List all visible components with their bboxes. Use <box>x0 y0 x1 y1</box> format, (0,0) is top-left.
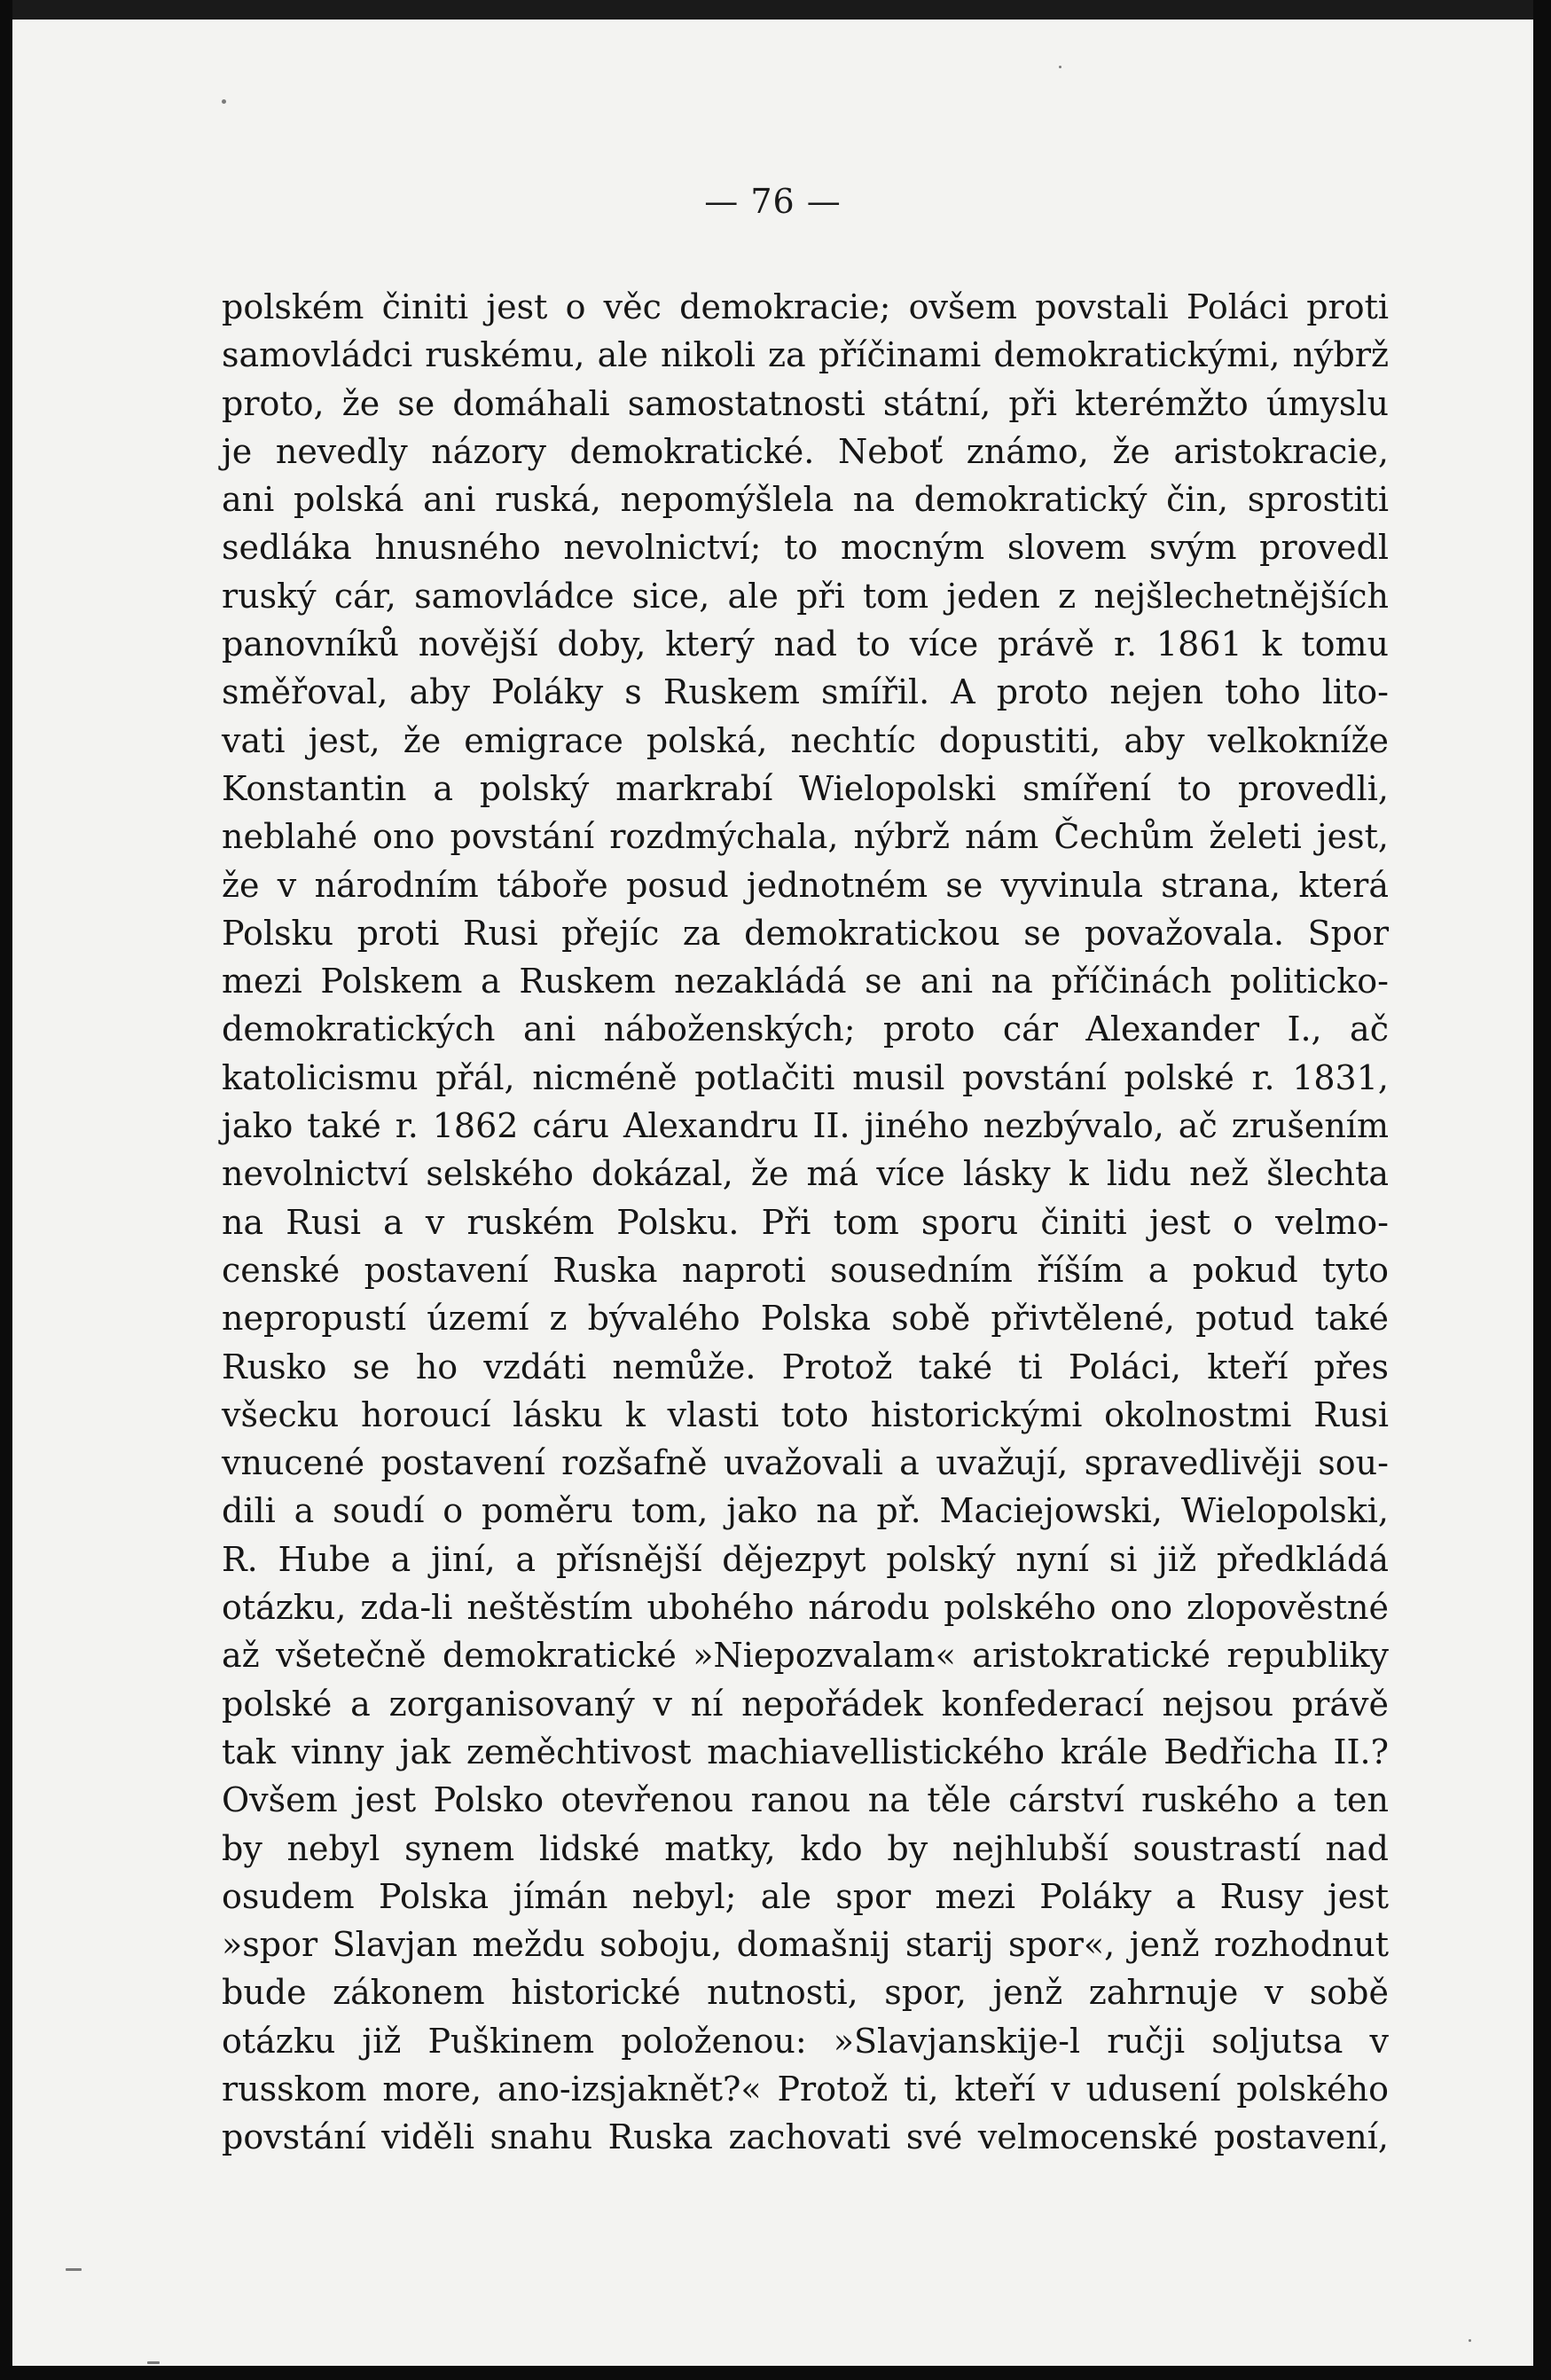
text-line: by nebyl synem lidské matky, kdo by nejhlubší soustrastí nad <box>222 1828 1389 1868</box>
text-line: ani polská ani ruská, nepomýšlela na demokratický čin, sprostiti <box>222 480 1389 520</box>
text-line: proto, že se domáhali samostatnosti státní, při kterémžto úmyslu <box>222 383 1389 423</box>
text-line: mezi Polskem a Ruskem nezakládá se ani na příčinách politicko- <box>222 962 1389 1001</box>
text-line: Ovšem jest Polsko otevřenou ranou na těle cárství ruského a ten <box>222 1780 1389 1820</box>
scan-speck <box>1059 66 1061 68</box>
text-line: polském činiti jest o věc demokracie; ovšem povstali Poláci proti <box>222 287 1389 326</box>
text-line: osudem Polska jímán nebyl; ale spor mezi Poláky a Rusy jest <box>222 1876 1389 1916</box>
text-line: nevolnictví selského dokázal, že má více lásky k lidu než šlechta <box>222 1154 1389 1194</box>
text-line: polské a zorganisovaný v ní nepořádek konfederací nejsou právě <box>222 1684 1389 1724</box>
text-line: bude zákonem historické nutnosti, spor, jenž zahrnuje v sobě <box>222 1973 1389 2013</box>
book-page <box>12 20 1533 2366</box>
text-line: dili a soudí o poměru tom, jako na př. Maciejowski, Wielopolski, <box>222 1491 1389 1531</box>
text-line: samovládci ruskému, ale nikoli za příčinami demokratickými, nýbrž <box>222 335 1389 375</box>
page-number: — 76 — <box>704 182 842 221</box>
text-line: Polsku proti Rusi přejíc za demokratickou se považovala. Spor <box>222 913 1389 953</box>
text-line: vnucené postavení rozšafně uvažovali a uvažují, spravedlivěji sou- <box>222 1443 1389 1483</box>
text-line: sedláka hnusného nevolnictví; to mocným slovem svým provedl <box>222 528 1389 568</box>
text-line: ruský cár, samovládce sice, ale při tom jeden z nejšlechetnějších <box>222 576 1389 616</box>
text-line: R. Hube a jiní, a přísnější dějezpyt polský nyní si již předkládá <box>222 1539 1389 1579</box>
body-text <box>222 283 1389 2162</box>
text-line: směřoval, aby Poláky s Ruskem smířil. A proto nejen toho lito- <box>222 672 1389 712</box>
text-line: panovníků novější doby, který nad to více právě r. 1861 k tomu <box>222 624 1389 664</box>
text-line: vati jest, že emigrace polská, nechtíc dopustiti, aby velkokníže <box>222 720 1389 760</box>
text-line: neblahé ono povstání rozdmýchala, nýbrž nám Čechům želeti jest, <box>222 817 1389 857</box>
scan-speck <box>66 2268 82 2271</box>
text-line: nepropustí území z bývalého Polska sobě přivtělené, potud také <box>222 1299 1389 1339</box>
text-line: russkom more, ano-izsjaknět?« Protož ti, kteří v udusení polského <box>222 2069 1389 2109</box>
scan-speck <box>147 2361 160 2364</box>
text-line: otázku již Puškinem položenou: »Slavjanskije-l ručji soljutsa v <box>222 2021 1389 2061</box>
text-line: katolicismu přál, nicméně potlačiti musil povstání polské r. 1831, <box>222 1057 1389 1097</box>
text-line: »spor Slavjan meždu soboju, domašnij starij spor«, jenž rozhodnut <box>222 1925 1389 1965</box>
text-line: jako také r. 1862 cáru Alexandru II. jiného nezbývalo, ač zrušením <box>222 1106 1389 1146</box>
text-line: že v národním táboře posud jednotném se vyvinula strana, která <box>222 865 1389 905</box>
text-line: demokratických ani náboženských; proto cár Alexander I., ač <box>222 1009 1389 1049</box>
text-line: Konstantin a polský markrabí Wielopolski smíření to provedli, <box>222 768 1389 808</box>
text-line: všecku horoucí lásku k vlasti toto historickými okolnostmi Rusi <box>222 1394 1389 1434</box>
text-line: na Rusi a v ruském Polsku. Při tom sporu činiti jest o velmo- <box>222 1202 1389 1242</box>
text-line: censké postavení Ruska naproti sousedním říším a pokud tyto <box>222 1250 1389 1290</box>
scan-speck <box>222 99 226 104</box>
text-line: povstání viděli snahu Ruska zachovati své velmocenské postavení, <box>222 2117 1389 2157</box>
text-line: až všetečně demokratické »Niepozvalam« aristokratické republiky <box>222 1636 1389 1676</box>
scan-top-edge <box>12 0 1533 20</box>
text-line: tak vinny jak zeměchtivost machiavellistického krále Bedřicha II.? <box>222 1732 1389 1771</box>
text-line: otázku, zda-li neštěstím ubohého národu polského ono zlopověstné <box>222 1588 1389 1628</box>
text-line: Rusko se ho vzdáti nemůže. Protož také ti Poláci, kteří přes <box>222 1347 1389 1386</box>
scan-speck <box>1469 2339 1471 2342</box>
text-line: je nevedly názory demokratické. Neboť známo, že aristokracie, <box>222 431 1389 471</box>
